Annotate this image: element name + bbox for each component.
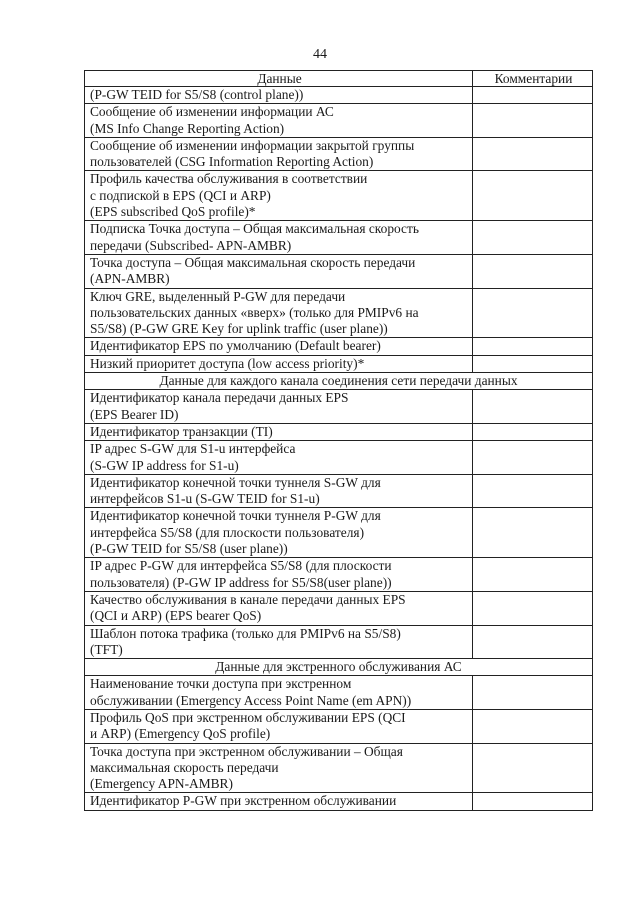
comment-cell <box>473 355 593 372</box>
header-comments: Комментарии <box>473 71 593 87</box>
table-row <box>85 355 593 372</box>
data-cell-text: Точка доступа при экстренном обслуживании – Общая максимальная скорость передачи (Emergency APN-AMBR) <box>90 743 403 792</box>
data-cell <box>85 254 473 288</box>
table-row <box>85 171 593 221</box>
table-row <box>85 625 593 659</box>
data-cell <box>85 104 473 138</box>
table-row <box>85 793 593 810</box>
data-cell-text: Идентификатор P-GW при экстренном обслуживании <box>90 793 397 809</box>
table-row <box>85 474 593 508</box>
table-row <box>85 423 593 440</box>
data-table <box>84 70 593 811</box>
data-cell-text: Шаблон потока трафика (только для PMIPv6 на S5/S8) (TFT) <box>90 625 401 657</box>
data-cell-text: Ключ GRE, выделенный P-GW для передачи пользовательских данных «вверх» (только для PMIPv6 на S5/S8) (P-GW GRE Key for uplink traffic (user plane)) <box>90 288 419 337</box>
comment-cell <box>473 625 593 659</box>
data-cell-text: (P-GW TEID for S5/S8 (control plane)) <box>90 87 304 102</box>
table-row <box>85 338 593 355</box>
table-section-row <box>85 373 593 390</box>
data-cell-text: IP адрес P-GW для интерфейса S5/S8 (для плоскости пользователя) (P-GW IP address for S5/S8(user plane)) <box>90 558 392 590</box>
table-row <box>85 709 593 743</box>
data-cell <box>85 709 473 743</box>
table-row <box>85 743 593 793</box>
data-cell-text: Идентификатор конечной точки туннеля S-GW для интерфейсов S1-u (S-GW TEID for S1-u) <box>90 474 381 507</box>
table-row <box>85 137 593 171</box>
table-header-row <box>85 71 593 87</box>
page-number: 44 <box>313 47 327 62</box>
table-row <box>85 104 593 138</box>
table-row <box>85 254 593 288</box>
comment-cell <box>473 423 593 440</box>
comment-cell <box>473 104 593 138</box>
data-cell-text: Идентификатор конечной точки туннеля P-GW для интерфейса S5/S8 (для плоскости пользователя) (P-GW TEID for S5/S8 (user plane)) <box>90 508 381 557</box>
table-section-row <box>85 659 593 676</box>
data-cell-text: Наименование точки доступа при экстренном обслуживании (Emergency Access Point Name (em APN)) <box>90 676 412 708</box>
comment-cell <box>473 254 593 288</box>
data-cell <box>85 423 473 440</box>
comment-cell <box>473 338 593 355</box>
data-cell-text: Качество обслуживания в канале передачи данных EPS (QCI и ARP) (EPS bearer QoS) <box>90 591 406 624</box>
comment-cell <box>473 441 593 475</box>
comment-cell <box>473 137 593 171</box>
data-cell <box>85 676 473 710</box>
data-cell <box>85 743 473 793</box>
comment-cell <box>473 508 593 558</box>
data-cell-text: Точка доступа – Общая максимальная скорость передачи (APN-AMBR) <box>90 254 416 287</box>
comment-cell <box>473 87 593 104</box>
data-cell <box>85 137 473 171</box>
table-row <box>85 288 593 338</box>
section-title: Данные для экстренного обслуживания АС <box>85 659 593 676</box>
table-body <box>85 87 593 811</box>
data-cell <box>85 355 473 372</box>
table-row <box>85 390 593 424</box>
data-cell <box>85 171 473 221</box>
comment-cell <box>473 709 593 743</box>
table-row <box>85 591 593 625</box>
data-cell <box>85 221 473 255</box>
data-cell <box>85 793 473 810</box>
table-row <box>85 508 593 558</box>
data-cell-text: IP адрес S-GW для S1-u интерфейса (S-GW IP address for S1-u) <box>90 441 296 473</box>
data-cell <box>85 625 473 659</box>
data-cell <box>85 390 473 424</box>
section-title: Данные для каждого канала соединения сети передачи данных <box>85 373 593 390</box>
comment-cell <box>473 676 593 710</box>
comment-cell <box>473 743 593 793</box>
data-cell <box>85 338 473 355</box>
comment-cell <box>473 793 593 810</box>
data-cell <box>85 87 473 104</box>
data-cell-text: Идентификатор транзакции (TI) <box>90 423 273 439</box>
data-cell <box>85 288 473 338</box>
data-cell <box>85 474 473 508</box>
comment-cell <box>473 221 593 255</box>
table-row <box>85 676 593 710</box>
comment-cell <box>473 591 593 625</box>
comment-cell <box>473 558 593 592</box>
data-cell <box>85 591 473 625</box>
table-row <box>85 558 593 592</box>
comment-cell <box>473 390 593 424</box>
header-data: Данные <box>85 71 473 87</box>
data-cell-text: Сообщение об изменении информации АС (MS Info Change Reporting Action) <box>90 104 334 136</box>
comment-cell <box>473 171 593 221</box>
table-row <box>85 87 593 104</box>
data-cell-text: Идентификатор канала передачи данных EPS (EPS Bearer ID) <box>90 390 349 422</box>
data-cell <box>85 558 473 592</box>
table-row <box>85 221 593 255</box>
data-cell-text: Профиль качества обслуживания в соответствии с подпиской в EPS (QCI и ARP) (EPS subscribed QoS profile)* <box>90 171 368 220</box>
comment-cell <box>473 474 593 508</box>
data-cell-text: Сообщение об изменении информации закрытой группы пользователей (CSG Information Reporting Action) <box>90 137 415 170</box>
data-cell-text: Подписка Точка доступа – Общая максимальная скорость передачи (Subscribed- APN-AMBR) <box>90 221 419 253</box>
data-cell <box>85 441 473 475</box>
table-row <box>85 441 593 475</box>
data-cell-text: Профиль QoS при экстренном обслуживании EPS (QCI и ARP) (Emergency QoS profile) <box>90 709 406 742</box>
data-cell-text: Идентификатор EPS по умолчанию (Default bearer) <box>90 338 381 354</box>
comment-cell <box>473 288 593 338</box>
data-cell <box>85 508 473 558</box>
data-cell-text: Низкий приоритет доступа (low access priority)* <box>90 355 365 371</box>
